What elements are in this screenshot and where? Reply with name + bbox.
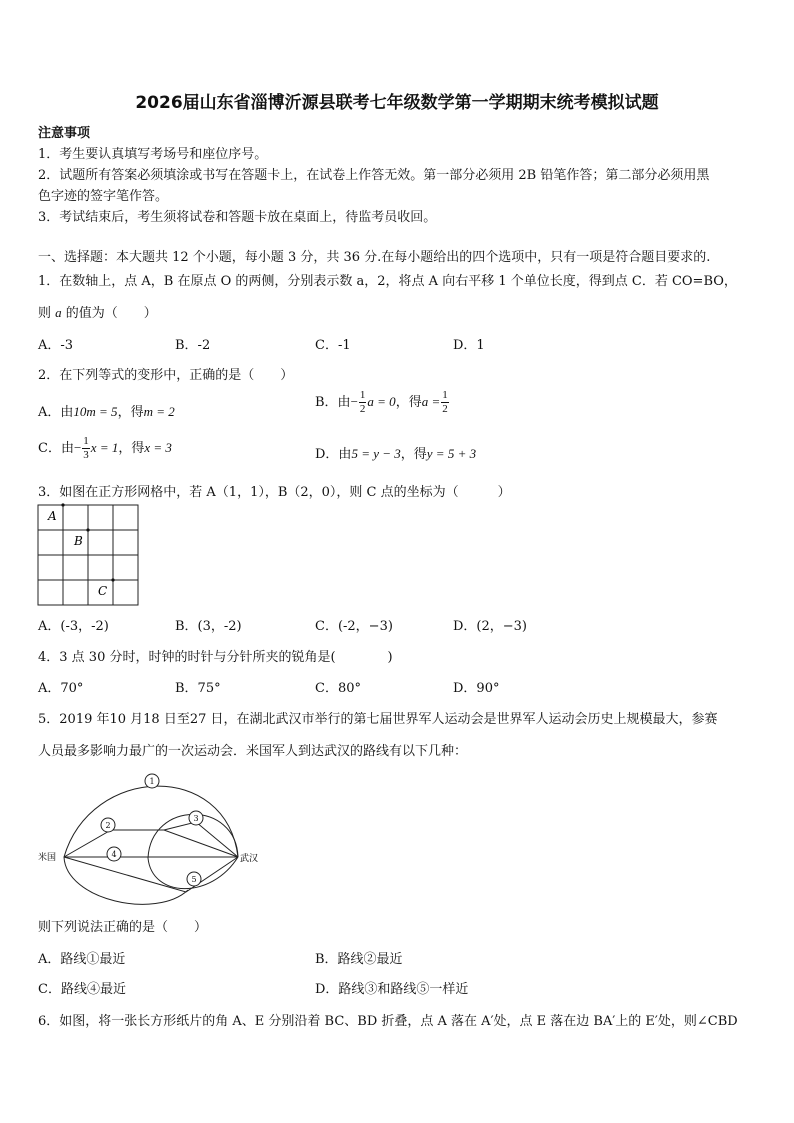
q4-option-c: C．80° — [315, 681, 361, 696]
q1-option-c: C．-1 — [315, 338, 351, 353]
q3-option-b: B．(3，-2) — [175, 619, 242, 634]
q4-option-a: A．70° — [38, 681, 84, 696]
page-title: 2026届山东省淄博沂源县联考七年级数学第一学期期末统考模拟试题 — [135, 93, 659, 113]
notice-item-1: 1．考生要认真填写考场号和座位序号。 — [38, 147, 268, 162]
q2-option-a: A．由10m = 5，得m = 2 — [38, 404, 175, 420]
point-a-label: A — [48, 509, 57, 523]
q3-option-c: C．(-2，−3) — [315, 619, 393, 634]
q3-stem: 3．如图在正方形网格中，若 A（1，1），B（2，0），则 C 点的坐标为（ ） — [38, 485, 511, 500]
point-c-dot — [111, 578, 114, 581]
point-a-dot — [61, 503, 64, 506]
q1-var: a — [55, 305, 62, 320]
q1-stem-2 — [38, 302, 157, 321]
section-heading: 一、选择题：本大题共 12 个小题，每小题 3 分，共 36 分.在每小题给出的四个选项中，只有一项是符合题目要求的. — [38, 250, 711, 265]
q1-option-a: A．-3 — [38, 338, 74, 353]
q5-stem: 5．2019 年10 月18 日至27 日，在湖北武汉市举行的第七届世界军人运动会是世界军人运动会历史上规模最大，参赛 — [38, 712, 718, 727]
route-label-2: 2 — [105, 821, 111, 830]
route-3-path — [164, 822, 238, 857]
notice-item-2-cont: 色字迹的签字笔作答。 — [38, 189, 169, 204]
lower-left-arc — [64, 857, 188, 904]
q6-stem: 6．如图，将一张长方形纸片的角 A、E 分别沿着 BC、BD 折叠，点 A 落在 A′处，点 E 落在边 BA′上的 E′处，则∠CBD — [38, 1014, 738, 1029]
q5-stem-2: 人员最多影响力最广的一次运动会．米国军人到达武汉的路线有以下几种： — [38, 744, 468, 759]
q5-stem-3: 则下列说法正确的是（ ） — [38, 920, 208, 935]
q2-option-d: D．由5 = y − 3，得y = 5 + 3 — [315, 446, 477, 462]
route-label-1: 1 — [149, 777, 155, 786]
q1-stem: 1．在数轴上，点 A，B 在原点 O 的两侧，分别表示数 a，2，将点 A 向右平移 1 个单位长度，得到点 C．若 CO=BO， — [38, 274, 737, 289]
q1-option-d: D．1 — [453, 338, 485, 353]
route-label-5: 5 — [191, 875, 197, 884]
notice-heading: 注意事项 — [38, 126, 91, 141]
q5-option-a: A．路线①最近 — [38, 952, 126, 967]
q5-option-d: D．路线③和路线⑤一样近 — [315, 982, 469, 997]
route-5-path — [64, 857, 238, 892]
point-c-label: C — [98, 584, 108, 598]
q2-stem: 2．在下列等式的变形中，正确的是（ ） — [38, 368, 294, 383]
q5-option-b: B．路线②最近 — [315, 952, 403, 967]
route-label-3: 3 — [193, 814, 199, 823]
point-b-dot — [86, 528, 89, 531]
q3-option-d: D．(2，−3) — [453, 619, 528, 634]
q3-option-a: A．(-3，-2) — [38, 619, 109, 634]
end-label: 武汉 — [240, 854, 259, 864]
route-1-arc — [64, 786, 238, 857]
q5-option-c: C．路线④最近 — [38, 982, 126, 997]
q3-grid-figure — [36, 503, 140, 607]
q2-option-c: C．由− $\frac{1}{3}$ x = 1，得x = 3 — [38, 435, 172, 461]
q4-stem: 4．3 点 30 分时，时钟的时针与分针所夹的锐角是( ) — [38, 650, 393, 665]
start-label: 米国 — [38, 853, 57, 863]
notice-item-2: 2．试题所有答案必须填涂或书写在答题卡上，在试卷上作答无效。第一部分必须用 2B 铅笔作答；第二部分必须用黑 — [38, 168, 710, 183]
q2-option-b: B．由− $\frac{1}{2}$ a = 0，得a = $\frac{1}{2}$ — [315, 389, 448, 415]
q4-option-d: D．90° — [453, 681, 500, 696]
q1-option-b: B．-2 — [175, 338, 211, 353]
point-b-label: B — [74, 534, 83, 548]
q5-route-diagram — [36, 770, 276, 905]
q1-pre: 则 — [38, 306, 52, 321]
notice-item-3: 3．考试结束后，考生须将试卷和答题卡放在桌面上，待监考员收回。 — [38, 210, 437, 225]
q1-post: 的值为（ ） — [65, 306, 157, 321]
q4-option-b: B．75° — [175, 681, 221, 696]
route-label-4: 4 — [111, 850, 117, 859]
